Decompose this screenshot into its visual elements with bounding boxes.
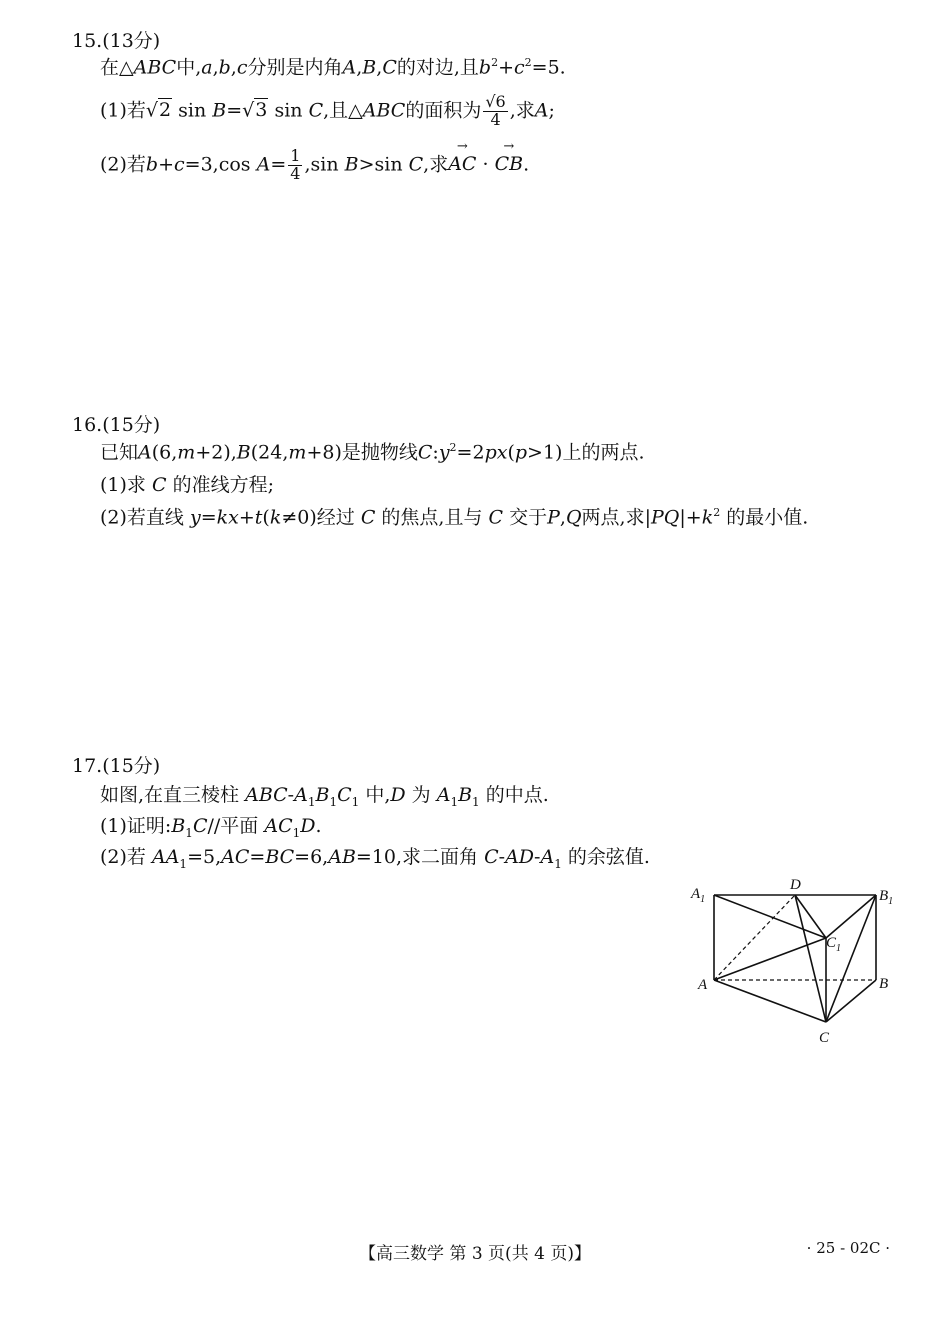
label-D: D bbox=[790, 877, 801, 893]
q17-part2: (2)若 $AA_1=5,AC=BC=6,AB=10$,求二面角 $C-AD-A_1$ 的余弦值. bbox=[100, 846, 650, 871]
label-A1: $A_1$ bbox=[691, 886, 706, 905]
q15-heading: 15.(13分) bbox=[72, 30, 161, 52]
q16-intro: 已知A(6,m+2),B(24,m+8)是抛物线$C:y^2=2px(p>1)$上的两点. bbox=[100, 441, 645, 464]
q17-heading: 17.(15分) bbox=[72, 755, 161, 777]
paper-code: · 25 - 02C · bbox=[806, 1239, 890, 1257]
vector-CB: → CB bbox=[495, 153, 524, 176]
segment-DC bbox=[795, 895, 826, 1022]
edge-B1C1 bbox=[826, 895, 876, 938]
label-C1: $C_1$ bbox=[826, 935, 842, 954]
fraction-1-over-4: $\frac{1}{4}$ bbox=[290, 146, 301, 183]
label-A: A bbox=[698, 977, 708, 993]
label-B1: $B_1$ bbox=[879, 888, 894, 907]
prism-figure bbox=[680, 872, 910, 1052]
q17-part1: (1)证明$:B_1C//$平面 $AC_1D$. bbox=[100, 815, 322, 840]
segment-B1C bbox=[826, 895, 876, 1022]
segment-AD-hidden bbox=[714, 895, 795, 980]
label-B: B bbox=[879, 976, 889, 992]
q17-intro: 如图,在直三棱柱 ABC-$A_1B_1C_1$ 中,D 为 $A_1B_1$ 的中点. bbox=[100, 784, 549, 809]
vector-AC: → AC bbox=[448, 153, 476, 176]
label-C: C bbox=[819, 1030, 830, 1046]
fraction-sqrt6-over-4: $\frac{√6}{4}$ bbox=[485, 92, 506, 129]
q16-heading: 16.(15分) bbox=[72, 414, 161, 436]
q15-part1: (1)若√2 sin B=√3 sin C,且△ABC的面积为 $\frac{√6}{4}$ ,求A; bbox=[100, 92, 555, 129]
q15-part2: (2)若b+c=3,cos A= $\frac{1}{4}$ ,sin B>sin C,求→ AC · → CB. bbox=[100, 148, 529, 183]
q16-part2: (2)若直线 y=kx+t(k≠0)经过 C 的焦点,且与 C 交于P,Q两点,求$|PQ|+k^2$ 的最小值. bbox=[100, 506, 809, 529]
q16-part1: (1)求 C 的准线方程; bbox=[100, 474, 274, 496]
q15-intro: 在△ABC中,a,b,c分别是内角A,B,C的对边,且$b^2+c^2=5$. bbox=[100, 56, 566, 79]
page-footer: 【高三数学 第 3 页(共 4 页)】 bbox=[359, 1244, 591, 1264]
segment-AC1 bbox=[714, 938, 826, 980]
edge-A1C1 bbox=[714, 895, 826, 938]
edge-AC bbox=[714, 980, 826, 1022]
